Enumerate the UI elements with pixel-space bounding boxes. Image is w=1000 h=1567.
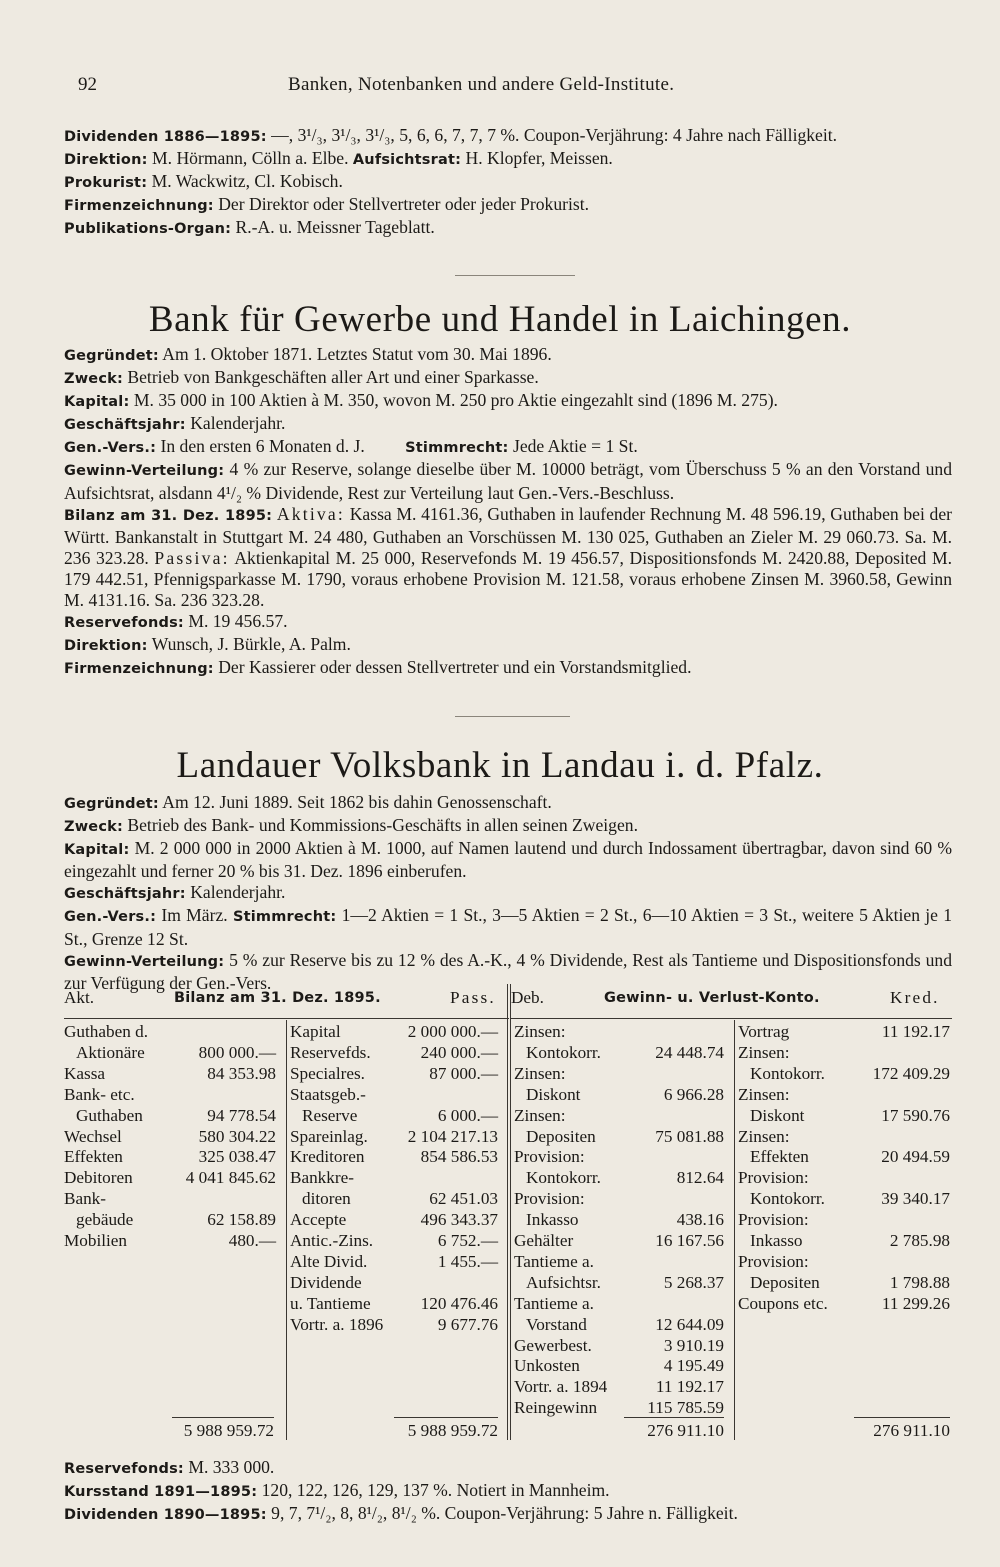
table-column-rule <box>507 984 508 1440</box>
zweck-text: Betrieb von Bankgeschäften aller Art und einer Sparkasse. <box>127 367 539 388</box>
row-label: Gewerbest. <box>514 1335 592 1355</box>
row-value: 2 104 217.13 <box>407 1126 498 1146</box>
dividenden-text: —, 3¹/₃, 3¹/₃, 3¹/₃, 5, 6, 6, 7, 7, 7 %. Coupon-Verjährung: 4 Jahre nach Fälligkeit. <box>271 125 838 145</box>
row-value: 62 451.03 <box>429 1189 498 1209</box>
row-label: Debitoren <box>64 1168 133 1188</box>
row-label: Antic.-Zins. <box>290 1231 374 1250</box>
table-rule <box>511 1018 952 1019</box>
bank1-title: Bank für Gewerbe und Handel in Laichingen. <box>148 299 852 340</box>
row-label: Vortrag <box>738 1022 790 1041</box>
row-label: Provision: <box>738 1168 809 1188</box>
row-value: 12 644.09 <box>655 1314 724 1334</box>
page-header <box>78 74 950 102</box>
row-value: 438.16 <box>676 1210 724 1230</box>
separator-rule <box>455 716 570 717</box>
table-column-rule <box>510 984 511 1440</box>
row-label: Aktionäre <box>76 1042 145 1062</box>
row-label: Wechsel <box>64 1126 122 1146</box>
kapital-text: M. 35 000 in 100 Aktien à M. 350, wovon M. 250 pro Aktie eingezahlt sind (1896 M. 275). <box>133 390 778 411</box>
row-label: Reservefds. <box>290 1042 371 1062</box>
gegruendet-label: Gegründet: <box>64 348 159 364</box>
row-label: Tantieme a. <box>514 1293 594 1313</box>
akt-label: Akt. <box>64 988 95 1007</box>
row-value: 854 586.53 <box>420 1147 498 1167</box>
row-label: ditoren <box>302 1189 351 1209</box>
row-label: Coupons etc. <box>738 1293 828 1313</box>
row-label: Tantieme a. <box>514 1251 594 1271</box>
row-value: 2 000 000.— <box>407 1022 498 1041</box>
row-label: Depositen <box>526 1126 596 1146</box>
row-value: 2 785.98 <box>889 1231 950 1250</box>
row-label: Guthaben d. <box>64 1022 149 1041</box>
row-label: Zinsen: <box>514 1063 566 1083</box>
kred-label: Kred. <box>890 988 940 1007</box>
passiva-total: 5 988 959.72 <box>407 1421 498 1440</box>
credit-total: 276 911.10 <box>873 1421 950 1440</box>
bilanz-table <box>64 984 954 1444</box>
reservefonds-text: M. 19 456.57. <box>188 611 288 632</box>
row-value: 87 000.— <box>429 1063 498 1083</box>
aktiva-word: Aktiva: <box>276 503 346 524</box>
row-label: Bank- <box>64 1189 107 1209</box>
pass-label: Pass. <box>450 988 496 1007</box>
table-column-rule <box>286 1020 287 1440</box>
stimmrecht-label: Stimmrecht: <box>232 909 337 926</box>
row-label: Provision: <box>738 1251 809 1271</box>
table-rule <box>64 1018 509 1019</box>
geschaeftsjahr-label: Geschäftsjahr: <box>64 417 186 434</box>
bank1-entry <box>64 344 952 680</box>
reservefonds-label: Reservefonds: <box>64 1461 184 1477</box>
row-label: Vortr. a. 1894 <box>514 1377 608 1397</box>
stimmrecht-text: Jede Aktie = 1 St. <box>512 436 638 457</box>
row-value: 62 158.89 <box>207 1210 276 1230</box>
bilanz-aktiva-text: Kassa M. 4161.36, Guthaben in laufender Rechnung M. 48 596.19, Guthaben bei der Württ. Bankanstalt in Stuttgart M. 24 480, Guthaben an Vorschüssen M. 130 025, Guthaben an Zieler M. 29 060.73. Sa. M. 236 323.28. <box>64 503 952 568</box>
row-value: 5 268.37 <box>663 1272 724 1292</box>
row-label: Depositen <box>750 1272 820 1292</box>
direktion-label: Direktion: <box>64 152 148 169</box>
geschaeftsjahr-text: Kalenderjahr. <box>190 882 286 903</box>
row-label: gebäude <box>76 1210 134 1230</box>
running-title: Banken, Notenbanken und andere Geld-Institute. <box>288 74 675 95</box>
total-rule <box>394 1417 498 1418</box>
genvers-text: Im März. <box>161 905 228 926</box>
row-value: 24 448.74 <box>655 1042 724 1062</box>
reservefonds-text: M. 333 000. <box>188 1457 275 1477</box>
row-label: Bank- etc. <box>64 1084 135 1104</box>
top-entry <box>64 125 952 240</box>
row-value: 17 590.76 <box>881 1105 950 1125</box>
row-label: Kreditoren <box>290 1147 365 1167</box>
row-label: Kassa <box>64 1063 106 1083</box>
row-value: 812.64 <box>676 1168 724 1188</box>
page-number: 92 <box>78 74 97 95</box>
row-value: 3 910.19 <box>663 1335 724 1355</box>
genvers-label: Gen.-Vers.: <box>64 440 157 457</box>
row-value: 11 192.17 <box>881 1022 950 1041</box>
publikations-label: Publikations-Organ: <box>64 221 232 238</box>
row-label: Kontokorr. <box>750 1063 825 1083</box>
row-label: Kontokorr. <box>750 1189 825 1209</box>
row-value: 240 000.— <box>420 1042 498 1062</box>
gewinn-label: Gewinn-Verteilung: <box>64 953 225 970</box>
row-label: Zinsen: <box>514 1022 566 1041</box>
row-label: Kontokorr. <box>526 1042 601 1062</box>
bank2-bottom <box>64 1457 952 1526</box>
kursstand-text: 120, 122, 126, 129, 137 %. Notiert in Mannheim. <box>261 1480 610 1501</box>
row-value: 1 798.88 <box>889 1272 950 1292</box>
genvers-text: In den ersten 6 Monaten d. J. <box>160 436 365 457</box>
row-label: Reserve <box>302 1105 358 1125</box>
row-label: Alte Divid. <box>290 1251 368 1271</box>
row-label: u. Tantieme <box>290 1293 371 1313</box>
row-label: Zinsen: <box>738 1042 790 1062</box>
stimmrecht-label: Stimmrecht: <box>405 440 509 457</box>
gegruendet-text: Am 12. Juni 1889. Seit 1862 bis dahin Genossenschaft. <box>162 792 552 812</box>
direktion-text: Wunsch, J. Bürkle, A. Palm. <box>151 634 351 655</box>
row-label: Provision: <box>738 1210 809 1230</box>
row-label: Aufsichtsr. <box>526 1272 601 1292</box>
row-label: Gehälter <box>514 1231 574 1250</box>
row-label: Vorstand <box>526 1314 587 1334</box>
row-value: 39 340.17 <box>881 1189 950 1209</box>
row-value: 172 409.29 <box>872 1063 950 1083</box>
row-value: 1 455.— <box>437 1251 498 1271</box>
gewinn-text: 4 % zur Reserve, solange dieselbe über M. 10000 beträgt, vom Überschuss 5 % an den Vorstand und Aufsichtsrat, alsdann 4¹/₂ % Dividende, Rest zur Verteilung laut Gen.-Vers.-Beschluss. <box>64 459 952 503</box>
debit-total: 276 911.10 <box>647 1421 724 1440</box>
bank2-entry <box>64 792 952 994</box>
row-label: Zinsen: <box>738 1084 790 1104</box>
dividenden-label: Dividenden 1886—1895: <box>64 129 267 145</box>
row-label: Unkosten <box>514 1356 580 1376</box>
row-label: Kapital <box>290 1022 341 1041</box>
firmenzeichnung-label: Firmenzeichnung: <box>64 661 214 678</box>
row-value: 20 494.59 <box>881 1147 950 1167</box>
zweck-text: Betrieb des Bank- und Kommissions-Geschäfts in allen seinen Zweigen. <box>127 815 638 836</box>
row-label: Inkasso <box>750 1231 803 1250</box>
zweck-label: Zweck: <box>64 371 123 388</box>
row-value: 75 081.88 <box>655 1126 724 1146</box>
dividenden-text: 9, 7, 7¹/₂, 8, 8¹/₂, 8¹/₂ %. Coupon-Verjährung: 5 Jahre n. Fälligkeit. <box>271 1503 738 1524</box>
row-value: 496 343.37 <box>420 1210 498 1230</box>
dividenden-label: Dividenden 1890—1895: <box>64 1507 267 1524</box>
aufsichtsrat-label: Aufsichtsrat: <box>352 152 462 169</box>
prokurist-label: Prokurist: <box>64 175 148 192</box>
row-value: 94 778.54 <box>207 1105 276 1125</box>
aufsichtsrat-text: H. Klopfer, Meissen. <box>465 148 613 169</box>
bilanz-title: Bilanz am 31. Dez. 1895. <box>174 990 381 1006</box>
row-value: 9 677.76 <box>437 1314 498 1334</box>
publikations-text: R.-A. u. Meissner Tageblatt. <box>235 217 435 238</box>
gewinn-label: Gewinn-Verteilung: <box>64 463 225 480</box>
row-value: 11 192.17 <box>655 1377 724 1397</box>
row-label: Guthaben <box>76 1105 143 1125</box>
row-label: Mobilien <box>64 1231 128 1250</box>
row-value: 11 299.26 <box>881 1293 950 1313</box>
aktiva-total: 5 988 959.72 <box>183 1421 274 1440</box>
row-value: 84 353.98 <box>207 1063 276 1083</box>
geschaeftsjahr-label: Geschäftsjahr: <box>64 886 186 903</box>
guv-title: Gewinn- u. Verlust-Konto. <box>604 990 820 1006</box>
bilanz-passiva-text: Aktienkapital M. 25 000, Reservefonds M. 19 456.57, Dispositionsfonds M. 2420.88, Deposited M. 179 442.51, Pfennigsparkasse M. 1790, voraus erhobene Provision M. 121.58, voraus erhobene Zinsen M. 3960.58, Gewinn M. 4131.16. Sa. 236 323.28. <box>64 547 952 611</box>
kursstand-label: Kursstand 1891—1895: <box>64 1484 258 1501</box>
row-label: Bankkre- <box>290 1168 354 1188</box>
gegruendet-label: Gegründet: <box>64 796 159 812</box>
geschaeftsjahr-text: Kalenderjahr. <box>190 413 286 434</box>
row-label: Staatsgeb.- <box>290 1084 366 1104</box>
row-label: Diskont <box>750 1105 805 1125</box>
table-column-rule <box>734 1020 735 1440</box>
total-rule <box>854 1417 950 1418</box>
row-label: Zinsen: <box>738 1126 790 1146</box>
reservefonds-label: Reservefonds: <box>64 615 184 632</box>
firmenzeichnung-text: Der Direktor oder Stellvertreter oder jeder Prokurist. <box>218 194 590 215</box>
direktion-text: M. Hörmann, Cölln a. Elbe. <box>152 148 349 169</box>
row-label: Diskont <box>526 1084 581 1104</box>
separator-rule <box>455 275 575 276</box>
row-value: 325 038.47 <box>198 1147 276 1167</box>
row-value: 4 195.49 <box>663 1356 724 1376</box>
row-value: 800 000.— <box>198 1042 276 1062</box>
firmenzeichnung-text: Der Kassierer oder dessen Stellvertreter und ein Vorstandsmitglied. <box>218 657 692 678</box>
total-rule <box>172 1417 274 1418</box>
row-label: Specialres. <box>290 1063 365 1083</box>
row-label: Provision: <box>514 1189 585 1209</box>
row-label: Vortr. a. 1896 <box>290 1314 384 1334</box>
row-label: Effekten <box>64 1147 123 1167</box>
direktion-label: Direktion: <box>64 638 148 655</box>
row-value: 4 041 845.62 <box>185 1168 276 1188</box>
prokurist-text: M. Wackwitz, Cl. Kobisch. <box>151 171 343 192</box>
row-label: Spareinlag. <box>290 1126 368 1146</box>
row-value: 6 000.— <box>437 1105 498 1125</box>
row-label: Accepte <box>290 1210 347 1230</box>
gewinn-text: 5 % zur Reserve bis zu 12 % des A.-K., 4 % Dividende, Rest als Tantieme und Dispositionsfonds und zur Verfügung der Gen.-Vers. <box>64 949 953 993</box>
stimmrecht-text: 1—2 Aktien = 1 St., 3—5 Aktien = 2 St., 6—10 Aktien = 3 St., weitere 5 Aktien je 1 St., Grenze 12 St. <box>64 905 953 949</box>
row-label: Reingewinn <box>514 1398 598 1418</box>
row-value: 16 167.56 <box>655 1231 724 1250</box>
passiva-word: Passiva: <box>154 547 230 568</box>
row-value: 6 966.28 <box>663 1084 724 1104</box>
row-label: Zinsen: <box>514 1105 566 1125</box>
deb-label: Deb. <box>511 988 544 1007</box>
bank2-title: Landauer Volksbank in Landau i. d. Pfalz. <box>176 745 824 786</box>
row-label: Dividende <box>290 1272 362 1292</box>
gegruendet-text: Am 1. Oktober 1871. Letztes Statut vom 30. Mai 1896. <box>162 344 552 364</box>
row-label: Effekten <box>750 1147 809 1167</box>
row-value: 580 304.22 <box>198 1126 276 1146</box>
row-value: 6 752.— <box>437 1231 498 1250</box>
kapital-label: Kapital: <box>64 394 130 411</box>
row-value: 115 785.59 <box>647 1398 724 1418</box>
row-label: Provision: <box>514 1147 585 1167</box>
kapital-label: Kapital: <box>64 842 130 859</box>
row-value: 480.— <box>228 1231 276 1250</box>
zweck-label: Zweck: <box>64 819 123 836</box>
kapital-text: M. 2 000 000 in 2000 Aktien à M. 1000, auf Namen lautend und durch Indossament übertragbar, davon sind 60 % eingezahlt und ferner 20 % bis 31. Dez. 1896 einberufen. <box>64 838 952 882</box>
bilanz-label: Bilanz am 31. Dez. 1895: <box>64 507 273 524</box>
row-value: 120 476.46 <box>420 1293 498 1313</box>
genvers-label: Gen.-Vers.: <box>64 909 157 926</box>
row-label: Inkasso <box>526 1210 579 1230</box>
row-label: Kontokorr. <box>526 1168 601 1188</box>
firmenzeichnung-label: Firmenzeichnung: <box>64 198 214 215</box>
